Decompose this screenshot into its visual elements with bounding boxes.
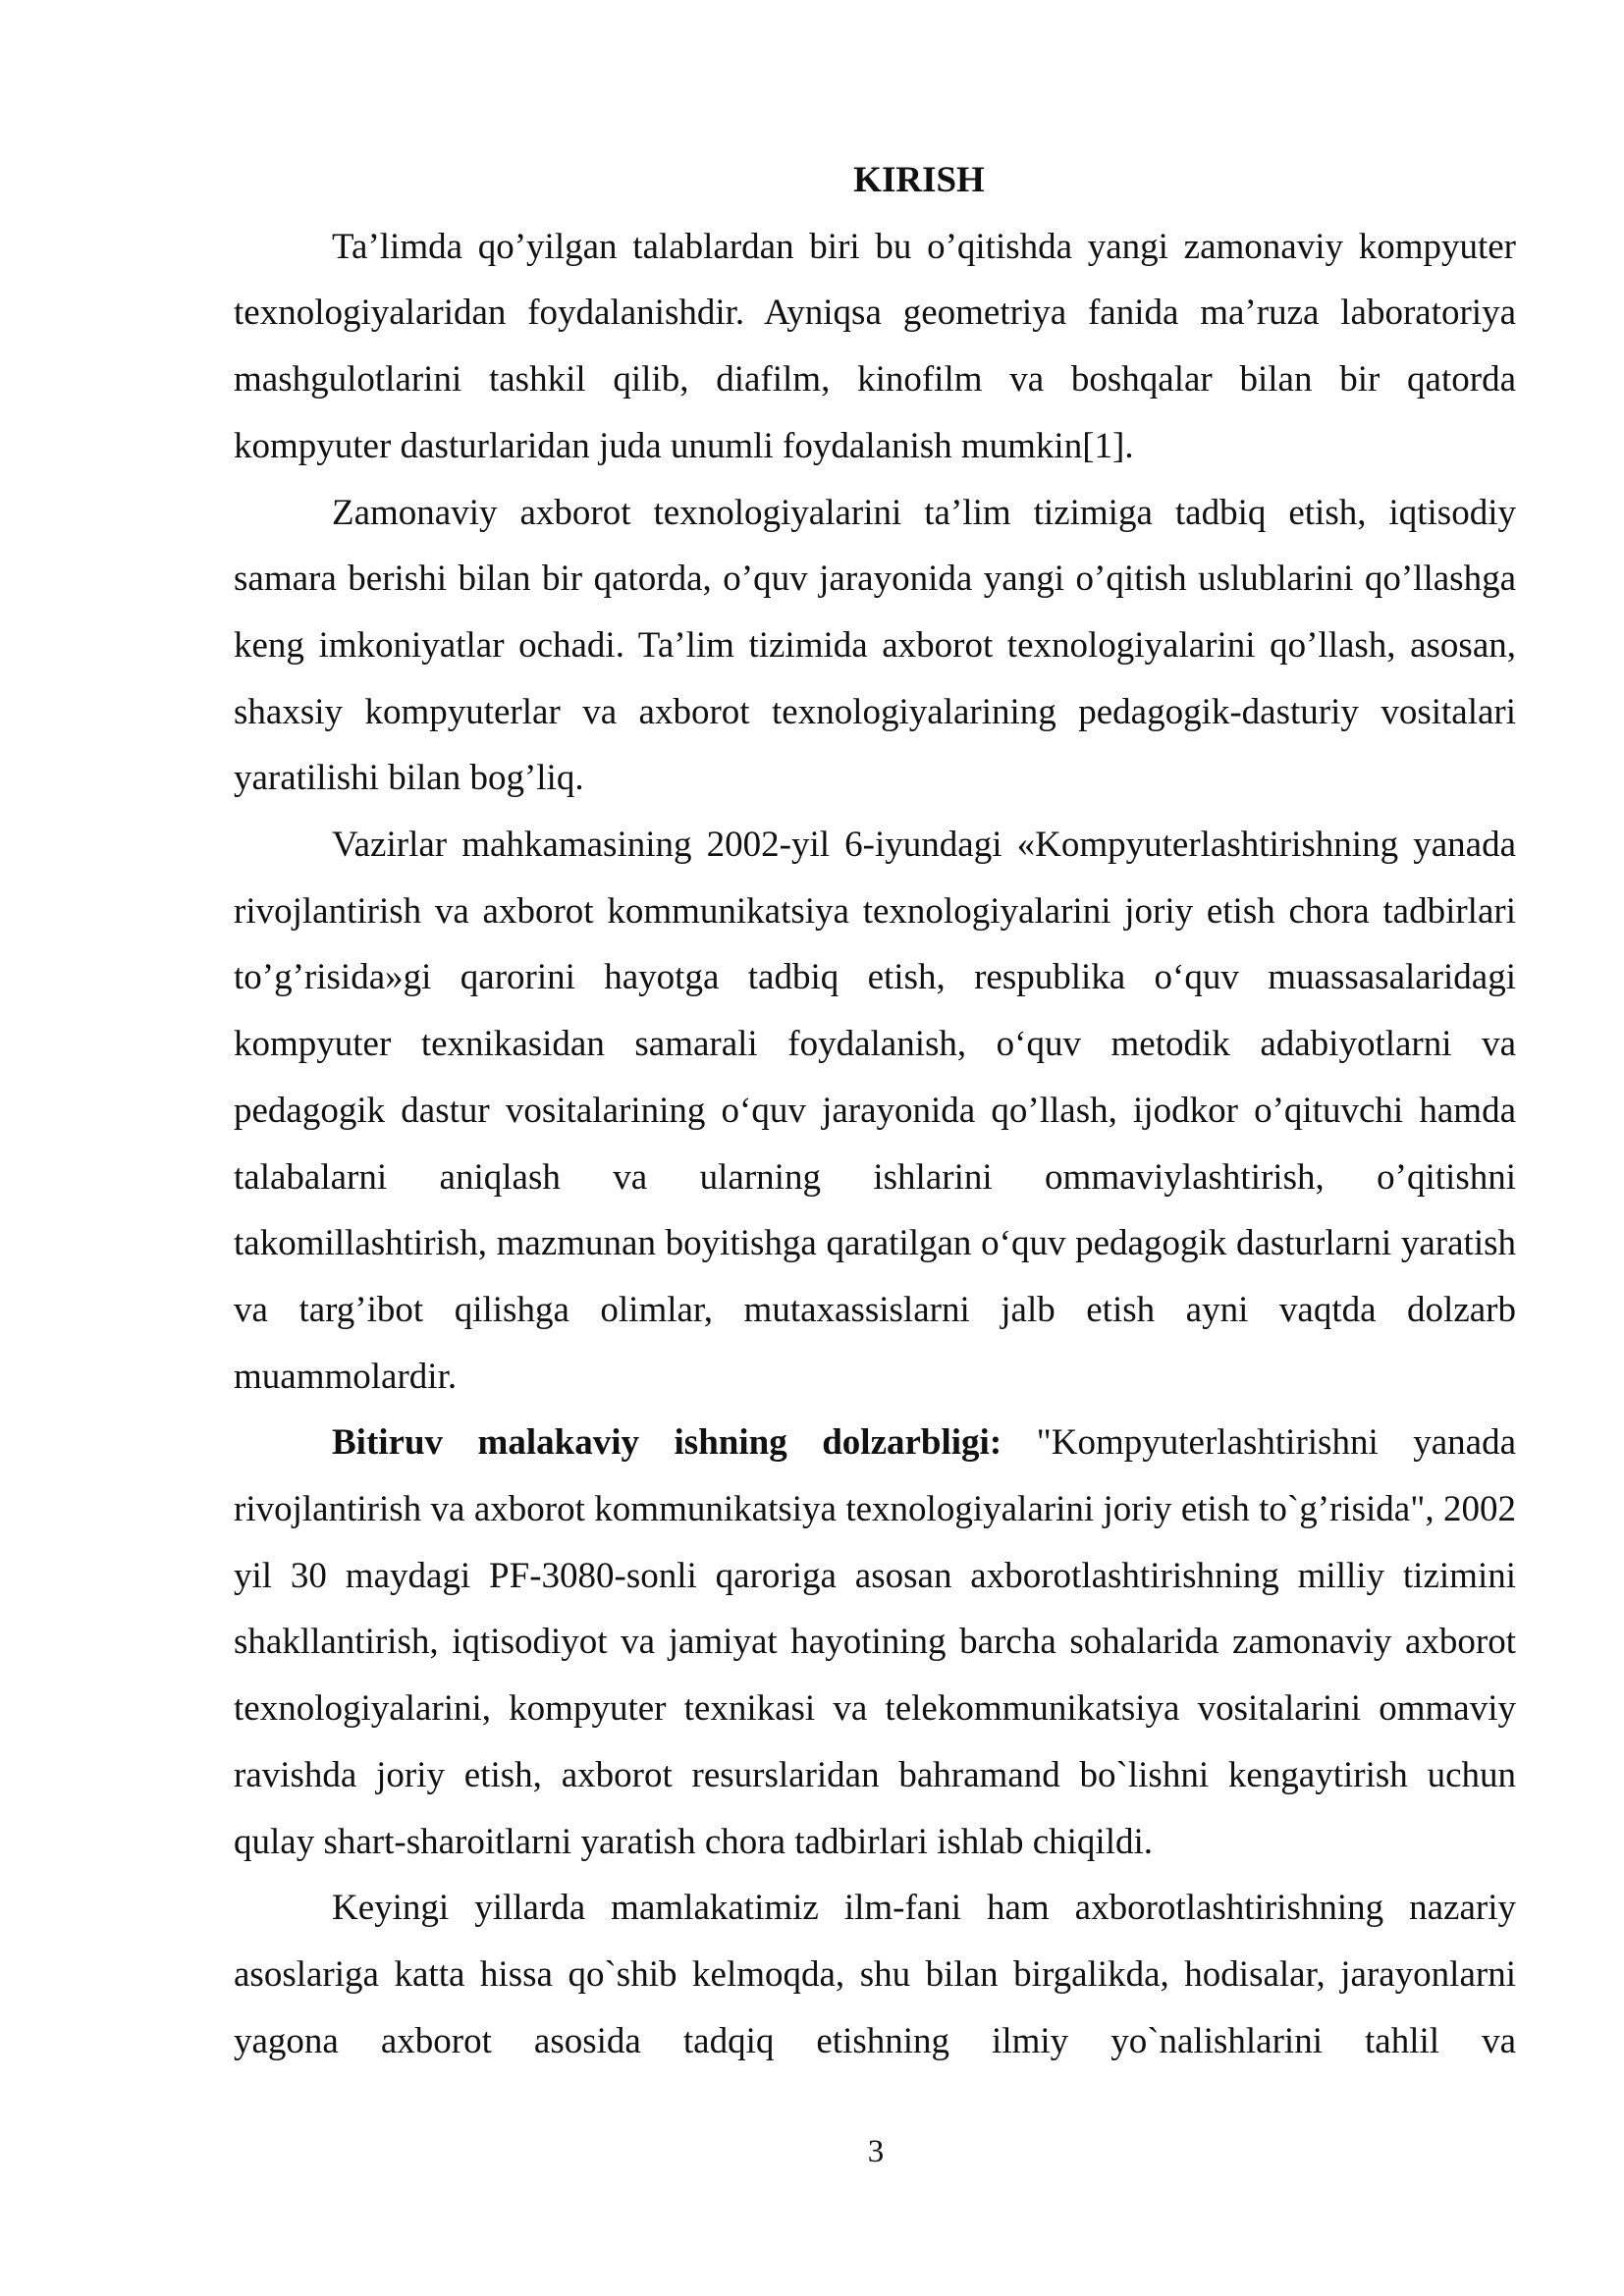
paragraph-3: [234, 812, 1516, 1410]
document-page: [234, 147, 1516, 2074]
paragraph-4: [234, 1410, 1516, 1875]
paragraph-2-text: Zamonaviy axborot texnologiyalarini ta’lim tizimiga tadbiq etish, iqtisodiy samara berishi bilan bir qatorda, o’quv jarayonida yangi o’qitish uslublarini qo’llashga keng imkoniyatlar ochadi. Ta’lim tizimida axborot texnologiyalarini qo’llash, asosan, shaxsiy kompyuterlar va axborot texnologiyalarining pedagogik-dasturiy vositalari yaratilishi bilan bog’liq.: [234, 492, 1516, 799]
page-number: 3: [867, 2134, 885, 2169]
paragraph-5: [234, 1875, 1516, 2074]
paragraph-3-text: Vazirlar mahkamasining 2002-yil 6-iyundagi «Kompyuterlashtirishning yanada rivojlantirish va axborot kommunikatsiya texnologiyalarini joriy etish chora tadbirlari to’g’risida»gi qarorini hayotga tadbiq etish, respublika o‘quv muassasalaridagi kompyuter texnikasidan samarali foydalanish, o‘quv metodik adabiyotlarni va pedagogik dastur vositalarining o‘quv jarayonida qo’llash, ijodkor o’qituvchi hamda talabalarni aniqlash va ularning ishlarini ommaviylashtirish, o’qitishni takomillashtirish, mazmunan boyitishga qaratilgan o‘quv pedagogik dasturlarni yaratish va targ’ibot qilishga olimlar, mutaxassislarni jalb etish ayni vaqtda dolzarb muammolardir.: [234, 825, 1516, 1397]
section-heading: KIRISH: [853, 160, 985, 200]
paragraph-4-text: "Kompyuterlashtirishni yanada rivojlantirish va axborot kommunikatsiya texnologiyalarini joriy etish to`g’risida", 2002 yil 30 maydagi PF-3080-sonli qaroriga asosan axborotlashtirishning milliy tizimini shakllantirish, iqtisodiyot va jamiyat hayotining barcha sohalarida zamonaviy axborot texnologiyalarini, kompyuter texnikasi va telekommunikatsiya vositalarini ommaviy ravishda joriy etish, axborot resurslaridan bahramand bo`lishni kengaytirish uchun qulay shart-sharoitlarni yaratish chora tadbirlari ishlab chiqildi.: [234, 1422, 1516, 1862]
paragraph-5-text: Keyingi yillarda mamlakatimiz ilm-fani ham axborotlashtirishning nazariy asoslariga katta hissa qo`shib kelmoqda, shu bilan birgalikda, hodisalar, jarayonlarni yagona axborot asosida tadqiq etishning ilmiy yo`nalishlarini tahlil va: [234, 1888, 1516, 2061]
paragraph-1: [234, 214, 1516, 480]
paragraph-4-lead: Bitiruv malakaviy ishning dolzarbligi:: [332, 1422, 1002, 1464]
paragraph-2: [234, 480, 1516, 813]
paragraph-1-text: Ta’limda qo’yilgan talablardan biri bu o’qitishda yangi zamonaviy kompyuter texnologiyalaridan foydalanishdir. Ayniqsa geometriya fanida ma’ruza laboratoriya mashgulotlarini tashkil qilib, diafilm, kinofilm va boshqalar bilan bir qatorda kompyuter dasturlaridan juda unumli foydalanish mumkin[1].: [234, 226, 1516, 466]
